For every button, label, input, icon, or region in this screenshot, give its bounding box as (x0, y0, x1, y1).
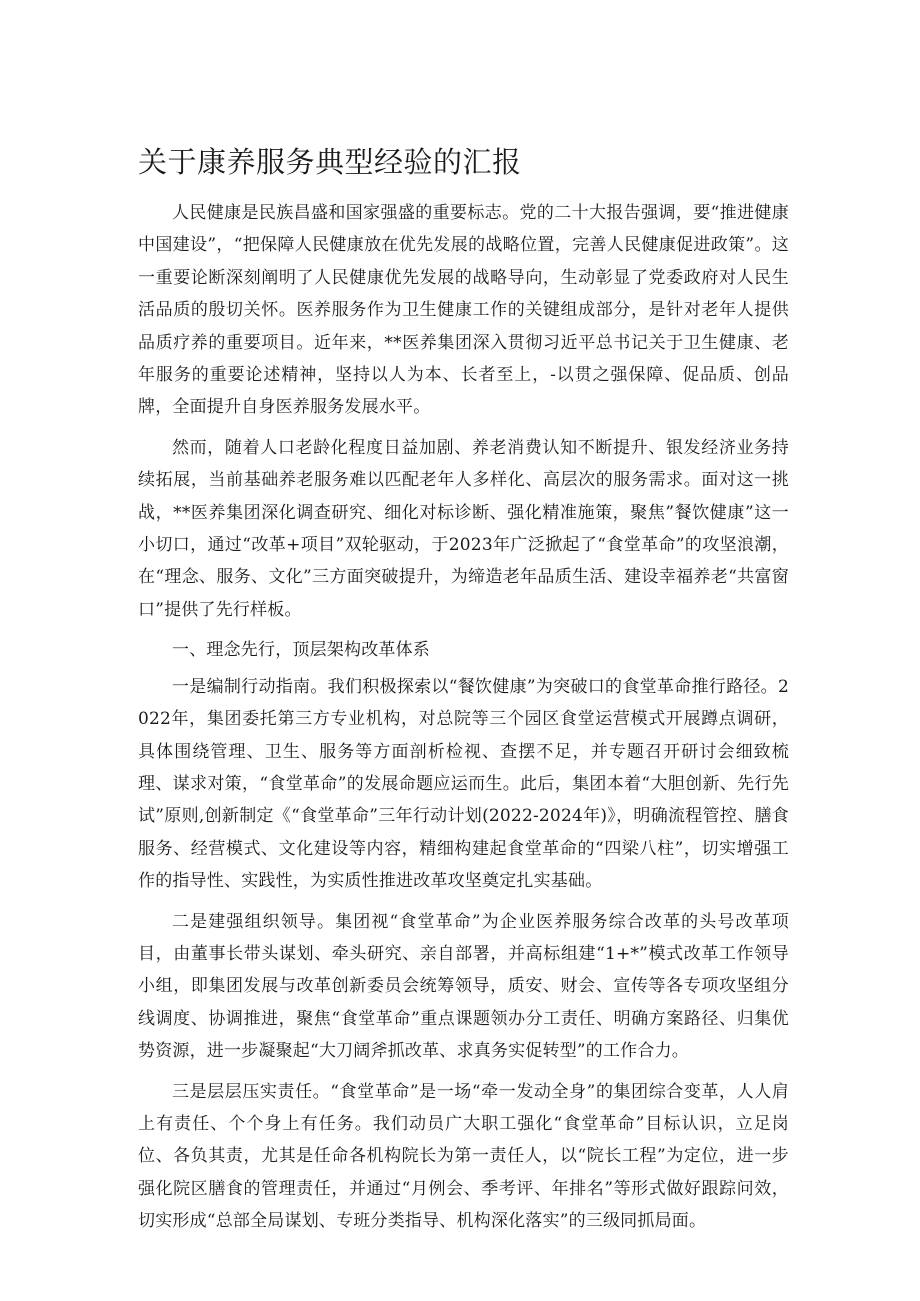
paragraph-action-guide: 一是编制行动指南。我们积极探索以“餐饮健康”为突破口的食堂革命推行路径。2022年，集团委托第三方专业机构，对总院等三个园区食堂运营模式开展蹲点调研，具体围绕管理、卫生、服务等方面剖析检视、查摆不足，并专题召开研讨会细致梳理、谋求对策，“食堂革命”的发展命题应运而生。此后，集团本着“大胆创新、先行先试”原则,创新制定《“食堂革命”三年行动计划(2022-2024年)》，明确流程管控、膳食服务、经营模式、文化建设等内容，精细构建起食堂革命的“四梁八柱”，切实增强工作的指导性、实践性，为实质性推进改革攻坚奠定扎实基础。 (138, 676, 789, 892)
section-heading-1: 一、理念先行，顶层架构改革体系 (172, 640, 430, 661)
paragraph-intro: 人民健康是民族昌盛和国家强盛的重要标志。党的二十大报告强调，要“推进健康中国建设”，“把保障人民健康放在优先发展的战略位置，完善人民健康促进政策”。这一重要论断深刻阐明了人民健康优先发展的战略导向，生动彰显了党委政府对人民生活品质的殷切关怀。医养服务作为卫生健康工作的关键组成部分，是针对老年人提供品质疗养的重要项目。近年来，**医养集团深入贯彻习近平总书记关于卫生健康、老年服务的重要论述精神，坚持以人为本、长者至上，-以贯之强保障、促品质、创品牌，全面提升自身医养服务发展水平。 (138, 203, 789, 418)
paragraph-challenge: 然而，随着人口老龄化程度日益加剧、养老消费认知不断提升、银发经济业务持续拓展，当前基础养老服务难以匹配老年人多样化、高层次的服务需求。面对这一挑战，**医养集团深化调查研究、细化对标诊断、强化精准施策，聚焦”餐饮健康”这一小切口，通过“改革+项目”双轮驱动，于2023年广泛掀起了“食堂革命”的攻坚浪潮，在“理念、服务、文化”三方面突破提升，为缔造老年品质生活、建设幸福养老“共富窗口”提供了先行样板。 (138, 437, 789, 620)
paragraph-responsibility: 三是层层压实责任。“食堂革命”是一场“牵一发动全身”的集团综合变革，人人肩上有责任、个个身上有任务。我们动员广大职工强化“食堂革命”目标认识，立足岗位、各负其责，尤其是任命各机构院长为第一责任人，以“院长工程”为定位，进一步强化院区膳食的管理责任，并通过“月例会、季考评、年排名”等形式做好跟踪问效，切实形成“总部全局谋划、专班分类指导、机构深化落实”的三级同抓局面。 (138, 1081, 789, 1232)
paragraph-organization: 二是建强组织领导。集团视“食堂革命”为企业医养服务综合改革的头号改革项目，由董事长带头谋划、牵头研究、亲自部署，并高标组建“1+*”模式改革工作领导小组，即集团发展与改革创新委员会统筹领导，质安、财会、宣传等各专项攻坚组分线调度、协调推进，聚焦“食堂革命”重点课题领办分工责任、明确方案路径、归集优势资源，进一步凝聚起“大刀阔斧抓改革、求真务实促转型”的工作合力。 (138, 911, 789, 1062)
document-title: 关于康养服务典型经验的汇报 (138, 145, 522, 179)
document-body (138, 197, 789, 1246)
